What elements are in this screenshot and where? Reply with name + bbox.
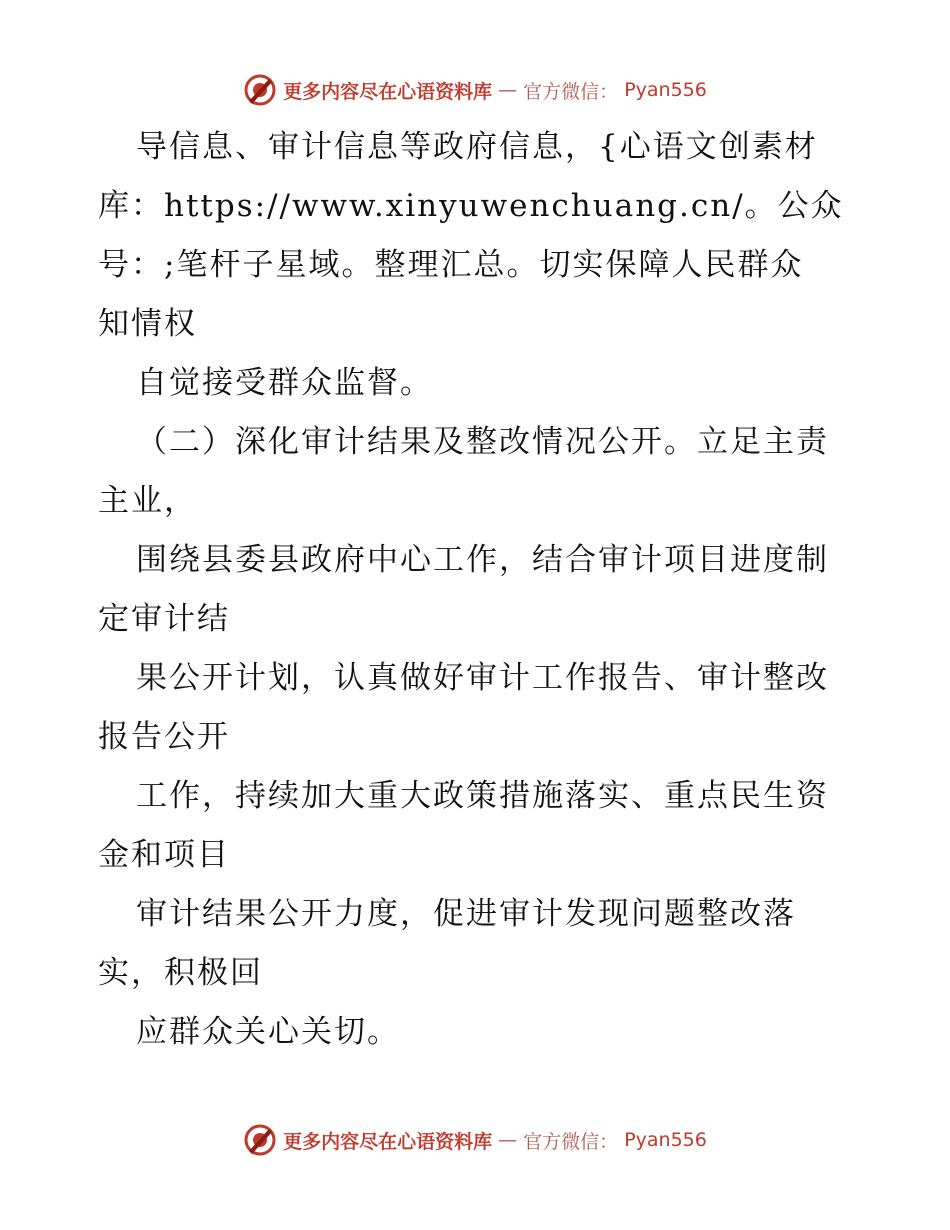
body-line: 工作，持续加大重大政策措施落实、重点民生资 [136, 778, 829, 814]
body-line: 果公开计划，认真做好审计工作报告、审计整改 [136, 660, 829, 696]
header-contact-id: Pyan556 [624, 79, 707, 101]
page-footer [0, 1120, 950, 1160]
body-line: 金和项目 [98, 837, 230, 873]
page-header [0, 70, 950, 110]
header-contact-label: 官方微信： [523, 80, 619, 103]
header-separator: — [498, 79, 518, 101]
footer-brand [243, 1123, 707, 1157]
header-brand-text: 更多内容尽在心语资料库 [283, 80, 493, 103]
body-line: 号：;笔杆子星域。整理汇总。切实保障人民群众 [98, 247, 804, 283]
footer-separator: — [498, 1129, 518, 1151]
quill-logo-icon [243, 1123, 277, 1157]
footer-brand-text: 更多内容尽在心语资料库 [283, 1130, 493, 1153]
body-line: 报告公开 [98, 719, 230, 755]
body-line: 导信息、审计信息等政府信息，{心语文创素材 [136, 129, 818, 165]
section-heading-line: （二）深化审计结果及整改情况公开。立足主责 [136, 424, 829, 460]
document-body [98, 118, 858, 1062]
footer-contact-label: 官方微信： [523, 1130, 619, 1153]
body-line: 库：https://www.xinyuwenchuang.cn/。公众 [98, 188, 844, 224]
body-line: 自觉接受群众监督。 [136, 365, 433, 401]
body-line: 定审计结 [98, 601, 230, 637]
body-line: 审计结果公开力度，促进审计发现问题整改落 [136, 896, 796, 932]
body-line: 主业， [98, 483, 197, 519]
quill-logo-icon [243, 73, 277, 107]
body-line: 知情权 [98, 306, 197, 342]
body-line: 实，积极回 [98, 955, 263, 991]
footer-contact-id: Pyan556 [624, 1129, 707, 1151]
body-line: 围绕县委县政府中心工作，结合审计项目进度制 [136, 542, 829, 578]
header-brand [243, 73, 707, 107]
body-line: 应群众关心关切。 [136, 1014, 400, 1050]
